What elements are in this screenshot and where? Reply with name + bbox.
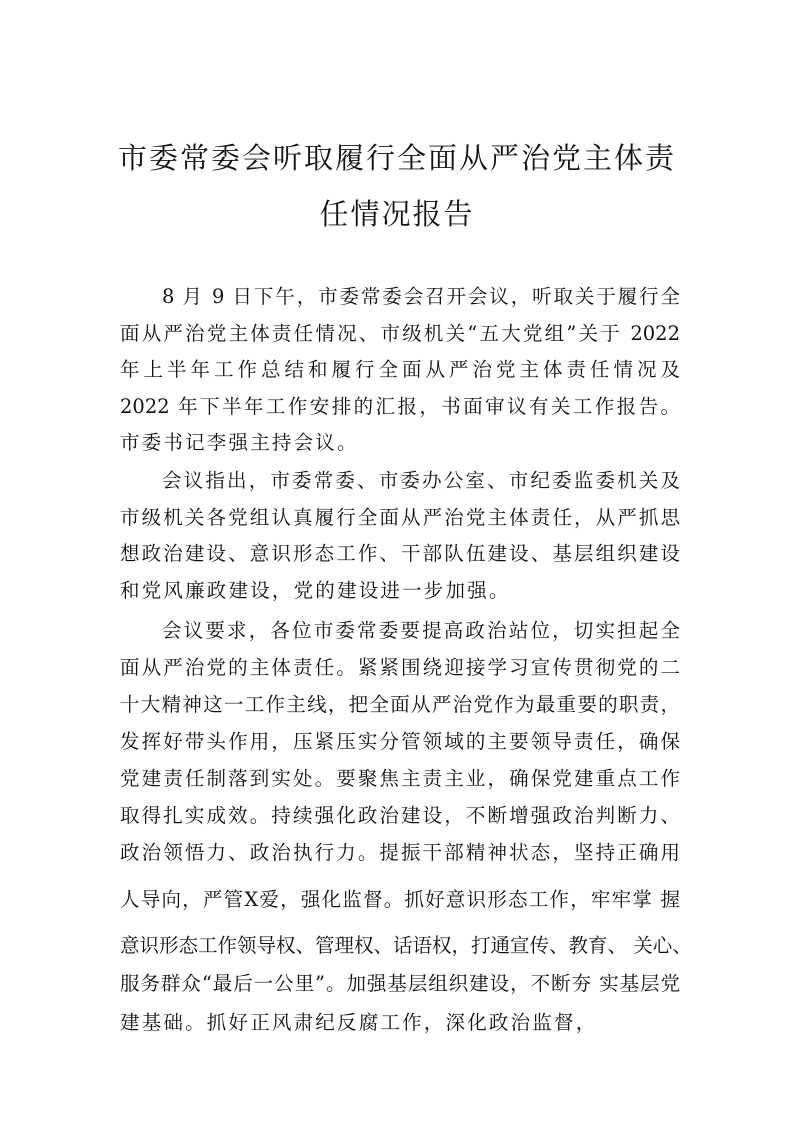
body-line: 十大精神这一工作主线，把全面从严治党作为最重要的职责， <box>120 693 680 716</box>
body-line: 面从严治党的主体责任。紧紧围绕迎接学习宣传贯彻党的二 <box>120 656 680 679</box>
body-line: 人导向，严管X爱，强化监督。抓好意识形态工作，牢牢掌 握 <box>120 888 680 911</box>
body-line: 想政治建设、意识形态工作、干部队伍建设、基层组织建设 <box>120 542 680 565</box>
body-line: 取得扎实成效。持续强化政治建设，不断增强政治判断力、 <box>120 804 680 827</box>
body-line: 意识形态工作领导权、管理权、话语权，打通宣传、教育、 关心、 <box>120 934 692 957</box>
body-line: 建基础。抓好正风肃纪反腐工作，深化政治监督， <box>120 1011 598 1034</box>
body-line: 8 月 9 日下午，市委常委会召开会议，听取关于履行全 <box>162 285 680 308</box>
document-title-line-2: 任情况报告 <box>319 197 475 231</box>
document-title-line-1: 市委常委会听取履行全面从严治党主体责 <box>117 141 676 175</box>
body-line: 和党风廉政建设，党的建设进一步加强。 <box>120 579 511 602</box>
body-line: 党建责任制落到实处。要聚焦主责主业，确保党建重点工作 <box>120 767 680 790</box>
body-line: 会议指出，市委常委、市委办公室、市纪委监委机关及 <box>162 469 680 492</box>
body-line: 政治领悟力、政治执行力。提振干部精神状态，坚持正确用 <box>120 841 680 864</box>
body-line: 会议要求，各位市委常委要提高政治站位，切实担起全 <box>162 619 680 642</box>
body-line: 市委书记李强主持会议。 <box>120 431 359 454</box>
body-line: 面从严治党主体责任情况、市级机关“五大党组”关于 2022 <box>120 322 680 345</box>
body-line: 服务群众“最后一公里”。加强基层组织建设，不断夯 实基层党 <box>120 972 680 995</box>
body-line: 发挥好带头作用，压紧压实分管领域的主要领导责任，确保 <box>120 730 680 753</box>
body-line: 2022 年下半年工作安排的汇报，书面审议有关工作报告。 <box>120 395 680 418</box>
body-line: 市级机关各党组认真履行全面从严治党主体责任，从严抓思 <box>120 506 680 529</box>
body-line: 年上半年工作总结和履行全面从严治党主体责任情况及 <box>120 358 680 381</box>
